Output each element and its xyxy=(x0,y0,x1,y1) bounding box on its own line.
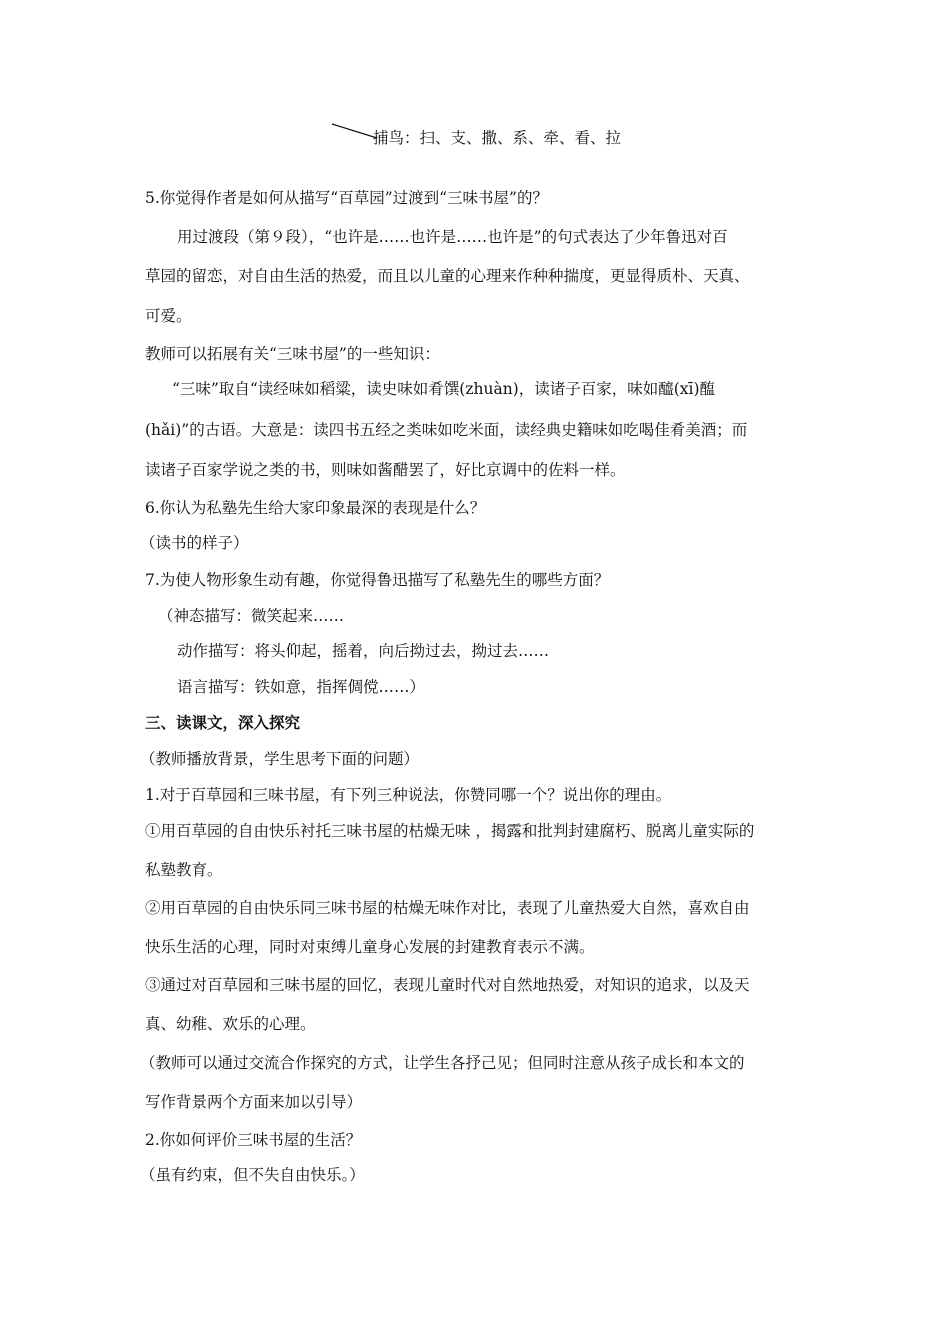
question-7: 7.为使人物形象生动有趣，你觉得鲁迅描写了私塾先生的哪些方面？ xyxy=(145,571,610,589)
question-5: 5.你觉得作者是如何从描写“百草园”过渡到“三味书屋”的？ xyxy=(145,189,548,207)
teacher-extension-note: 教师可以拓展有关“三味书屋”的一些知识： xyxy=(145,345,440,363)
option-3-line-1: ③通过对百草园和三味书屋的回忆，表现儿童时代对自然地热爱，对知识的追求，以及天 xyxy=(145,976,750,994)
option-1-line-1: ①用百草园的自由快乐衬托三味书屋的枯燥无味 ，揭露和批判封建腐朽、脱离儿童实际的 xyxy=(145,822,755,840)
answer-5-line-3: 可爱。 xyxy=(145,307,192,325)
answer-7-expression: （神态描写：微笑起来…… xyxy=(158,607,345,625)
option-2-line-2: 快乐生活的心理，同时对束缚儿童身心发展的封建教育表示不满。 xyxy=(145,938,595,956)
answer-5-line-2: 草园的留恋，对自由生活的热爱，而且以儿童的心理来作种种揣度，更显得质朴、天真、 xyxy=(145,267,750,285)
option-1-line-2: 私塾教育。 xyxy=(145,861,223,879)
option-2-line-1: ②用百草园的自由快乐同三味书屋的枯燥无味作对比，表现了儿童热爱大自然，喜欢自由 xyxy=(145,899,750,917)
bird-catching-verbs: 捕鸟：扫、支、撒、系、牵、看、拉 xyxy=(373,129,622,147)
question-6: 6.你认为私塾先生给大家印象最深的表现是什么？ xyxy=(145,499,486,517)
sanwei-origin-line-2: (hǎi)”的古语。大意是：读四书五经之类味如吃米面，读经典史籍味如吃喝佳肴美酒；而 xyxy=(145,421,748,439)
sanwei-origin-line-1: “三味”取自“读经味如稻粱，读史味如肴馔(zhuàn)，读诸子百家，味如醯(xī)醢 xyxy=(172,380,716,398)
section-3-note: （教师播放背景，学生思考下面的问题） xyxy=(140,750,420,768)
section-3-heading: 三、读课文，深入探究 xyxy=(145,713,301,732)
teacher-guidance-line-2: 写作背景两个方面来加以引导） xyxy=(145,1093,363,1111)
question-3-1: 1.对于百草园和三味书屋，有下列三种说法，你赞同哪一个？说出你的理由。 xyxy=(145,786,672,804)
answer-5-line-1: 用过渡段（第９段），“也许是……也许是……也许是”的句式表达了少年鲁迅对百 xyxy=(177,228,728,246)
teacher-guidance-line-1: （教师可以通过交流合作探究的方式，让学生各抒己见；但同时注意从孩子成长和本文的 xyxy=(140,1054,745,1072)
option-3-line-2: 真、幼稚、欢乐的心理。 xyxy=(145,1015,316,1033)
connector-line xyxy=(331,122,379,142)
answer-7-language: 语言描写：铁如意，指挥倜傥……） xyxy=(177,678,426,696)
answer-3-2: （虽有约束，但不失自由快乐。） xyxy=(140,1166,365,1184)
question-3-2: 2.你如何评价三味书屋的生活？ xyxy=(145,1131,362,1149)
answer-7-action: 动作描写：将头仰起，摇着，向后拗过去，拗过去…… xyxy=(177,642,550,660)
sanwei-origin-line-3: 读诸子百家学说之类的书，则味如酱醋罢了，好比京调中的佐料一样。 xyxy=(145,461,626,479)
answer-6: （读书的样子） xyxy=(140,534,249,552)
